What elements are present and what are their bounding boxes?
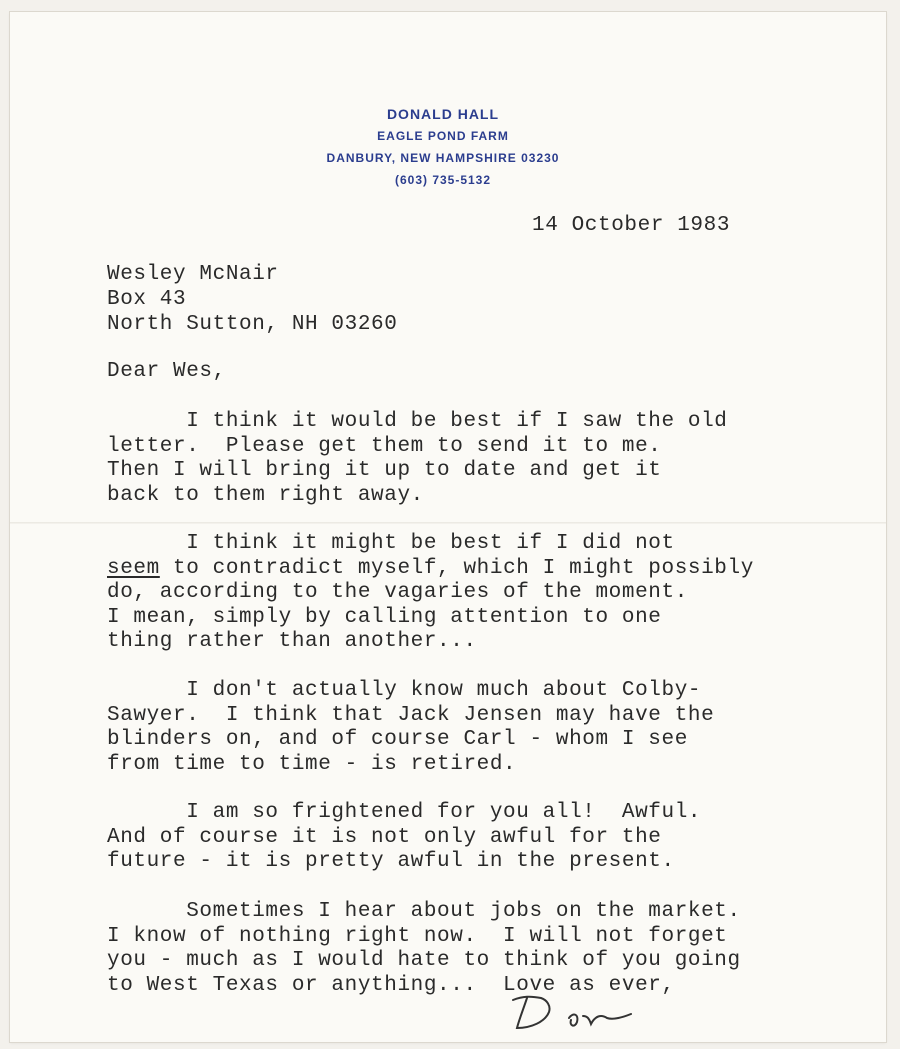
- paragraph-3: [107, 679, 714, 777]
- paragraph-line: Sawyer. I think that Jack Jensen may have the: [107, 703, 715, 727]
- letterhead-address: DANBURY, NEW HAMPSHIRE 03230: [326, 151, 560, 165]
- paper-fold-crease: [10, 522, 886, 524]
- paragraph-line: And of course it is not only awful for the: [107, 825, 662, 849]
- line-text: to contradict myself, which I might possibly: [159, 556, 754, 580]
- paragraph-line: letter. Please get them to send it to me.: [107, 434, 662, 458]
- paragraph-line: [107, 557, 754, 582]
- paragraph-line: you - much as I would hate to think of you going: [107, 949, 741, 972]
- paragraph-line: I don't actually know much about Colby-: [107, 679, 702, 702]
- letterhead: [0, 103, 886, 191]
- letter-date: 14 October 1983: [532, 214, 731, 237]
- paragraph-2: [107, 532, 754, 655]
- letterhead-farm: EAGLE POND FARM: [377, 129, 509, 143]
- paragraph-4: [107, 801, 701, 875]
- paragraph-line: future - it is pretty awful in the present.: [107, 850, 675, 873]
- paragraph-5: [107, 900, 741, 998]
- letterhead-phone: (603) 735-5132: [394, 173, 492, 187]
- recipient-name: Wesley McNair: [107, 263, 279, 286]
- letterhead-name: DONALD HALL: [386, 106, 500, 122]
- recipient-box: Box 43: [107, 288, 187, 311]
- paragraph-line: I mean, simply by calling attention to one: [107, 605, 662, 629]
- paragraph-line: I am so frightened for you all! Awful.: [107, 801, 702, 824]
- salutation: Dear Wes,: [107, 360, 226, 383]
- paragraph-line: do, according to the vagaries of the moment.: [107, 581, 688, 604]
- paragraph-line: I think it would be best if I saw the old: [107, 410, 728, 433]
- paragraph-line: I think it might be best if I did not: [107, 532, 675, 555]
- paragraph-line: to West Texas or anything... Love as ever,: [107, 973, 675, 997]
- recipient-city: North Sutton, NH 03260: [107, 313, 398, 336]
- paragraph-line: back to them right away.: [107, 483, 424, 507]
- paragraph-line: Sometimes I hear about jobs on the market.: [107, 900, 741, 923]
- paragraph-line: I know of nothing right now. I will not forget: [107, 924, 728, 948]
- underlined-word: seem: [107, 556, 160, 580]
- paragraph-1: [107, 410, 728, 508]
- paragraph-line: thing rather than another...: [107, 630, 477, 653]
- paragraph-line: blinders on, and of course Carl - whom I see: [107, 728, 688, 751]
- handwritten-signature: [505, 988, 655, 1038]
- paragraph-line: Then I will bring it up to date and get it: [107, 459, 662, 482]
- recipient-address: [107, 262, 397, 337]
- paragraph-line: from time to time - is retired.: [107, 752, 517, 776]
